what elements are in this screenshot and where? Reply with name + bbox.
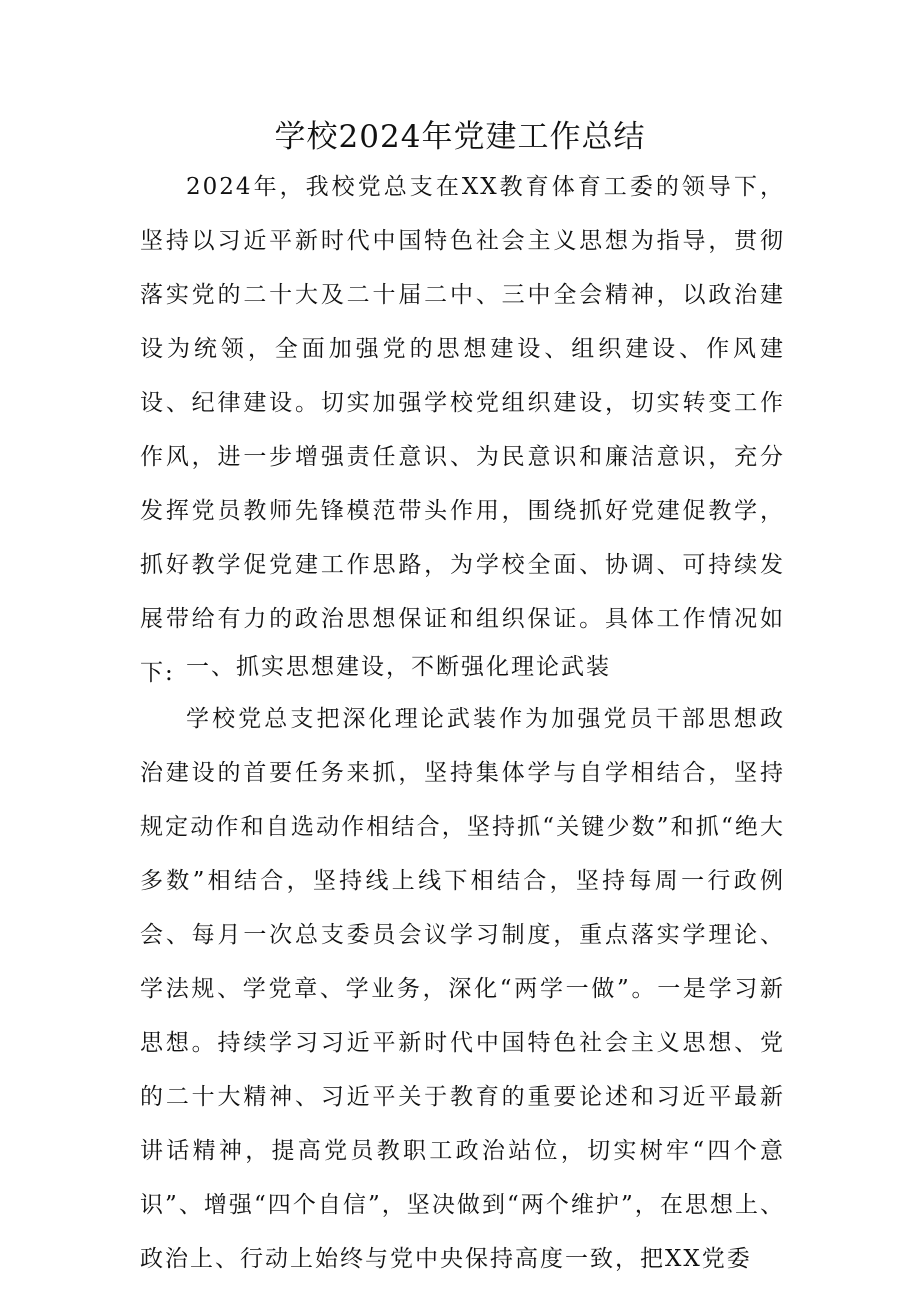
intro-paragraph: 2024年，我校党总支在XX教育体育工委的领导下，坚持以习近平新时代中国特色社会主义思想为指导，贯彻落实党的二十大及二十届二中、三中全会精神，以政治建设为统领，全面加强党的思想建设、组织建设、作风建设、纪律建设。切实加强学校党组织建设，切实转变工作作风，进一步增强责任意识、为民意识和廉洁意识，充分发挥党员教师先锋模范带头作用，围绕抓好党建促教学，抓好教学促党建工作思路，为学校全面、协调、可持续发展带给有力的政治思想保证和组织保证。具体工作情况如下: [140,174,785,686]
document-title: 学校2024年党建工作总结 [274,119,646,155]
section-paragraph: 学校党总支把深化理论武装作为加强党员干部思想政治建设的首要任务来抓，坚持集体学与自学相结合，坚持规定动作和自选动作相结合，坚持抓“关键少数”和抓“绝大多数”相结合，坚持线上线下相结合，坚持每周一行政例会、每月一次总支委员会议学习制度，重点落实学理论、学法规、学党章、学业务，深化“两学一做”。一是学习新思想。持续学习习近平新时代中国特色社会主义思想、党的二十大精神、习近平关于教育的重要论述和习近平最新讲话精神，提高党员教职工政治站位，切实树牢“四个意识”、增强“四个自信”，坚决做到“两个维护”，在思想上、政治上、行动上始终与党中央保持高度一致，把XX党委 [140,706,785,1272]
section-heading: 一、抓实思想建设，不断强化理论武装 [186,654,611,680]
